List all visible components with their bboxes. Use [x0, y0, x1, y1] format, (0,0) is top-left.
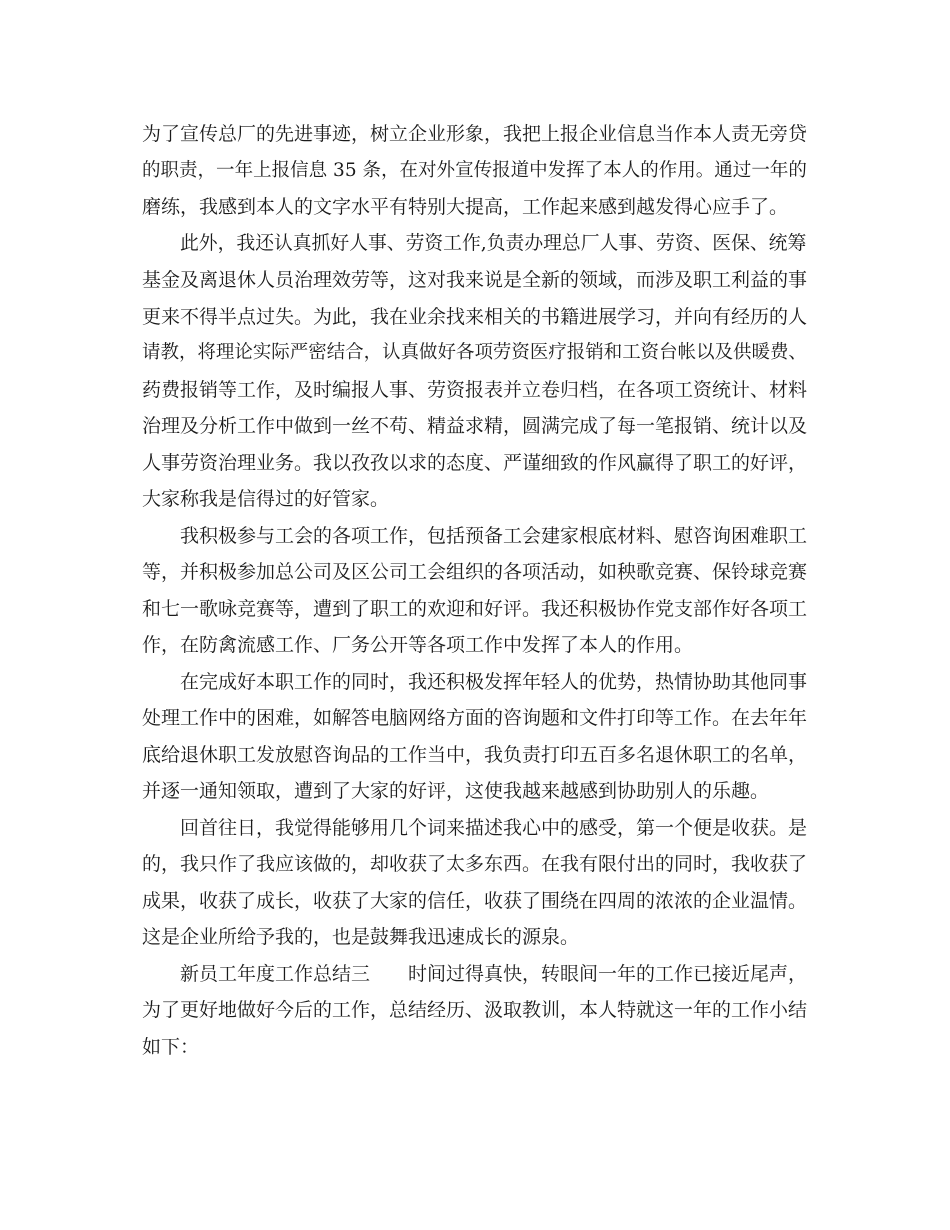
text-line: 大家称我是信得过的好管家。 [142, 488, 390, 510]
text-line: 这是企业所给予我的，也是鼓舞我迅速成长的源泉。 [142, 926, 580, 948]
body-text [142, 116, 807, 1065]
text-line: 更来不得半点过失。为此，我在业余找来相关的书籍进展学习，并向有经历的人 [142, 305, 808, 328]
text-line: 和七一歌咏竞赛等，遭到了职工的欢迎和好评。我还积极协作党支部作好各项工 [142, 597, 808, 620]
paragraph-first-line: 新员工年度工作总结三 时间过得真快，转眼间一年的工作已接近尾声， [180, 962, 808, 985]
text-line: 的，我只作了我应该做的，却收获了太多东西。在我有限付出的同时，我收获了 [142, 853, 808, 875]
text-line: 成果，收获了成长，收获了大家的信任，收获了围绕在四周的浓浓的企业温情。 [142, 889, 808, 912]
paragraph-first-line: 此外，我还认真抓好人事、劳资工作,负责办理总厂人事、劳资、医保、统筹 [180, 232, 807, 254]
text-line: 等，并积极参加总公司及区公司工会组织的各项活动，如秧歌竞赛、保铃球竞赛 [142, 561, 808, 583]
text-line: 如下： [142, 1035, 200, 1058]
paragraph-first-line: 我积极参与工会的各项工作，包括预备工会建家根底材料、慰咨询困难职工 [180, 524, 808, 547]
text-line: 基金及离退休人员治理效劳等，这对我来说是全新的领域，而涉及职工利益的事 [142, 269, 808, 291]
paragraph-first-line: 在完成好本职工作的同时，我还积极发挥年轻人的优势，热情协助其他同事 [180, 670, 808, 693]
text-line: 作，在防禽流感工作、厂务公开等各项工作中发挥了本人的作用。 [142, 634, 694, 656]
text-line: 为了更好地做好今后的工作，总结经历、汲取教训，本人特就这一年的工作小结 [142, 999, 808, 1021]
text-line: 请教，将理论实际严密结合，认真做好各项劳资医疗报销和工资台帐以及供暖费、 [142, 342, 807, 363]
text-line: 为了宣传总厂的先进事迹，树立企业形象，我把上报企业信息当作本人责无旁贷 [142, 123, 808, 145]
text-line: 磨练，我感到本人的文字水平有特别大提高，工作起来感到越发得心应手了。 [142, 196, 789, 218]
text-line: 人事劳资治理业务。我以孜孜以求的态度、严谨细致的作风赢得了职工的好评， [142, 451, 808, 474]
text-line: 药费报销等工作，及时编报人事、劳资报表并立卷归档，在各项工资统计、材料 [142, 378, 808, 401]
text-line: 的职责，一年上报信息 35 条，在对外宣传报道中发挥了本人的作用。通过一年的 [142, 159, 807, 181]
paragraph-first-line: 回首往日，我觉得能够用几个词来描述我心中的感受，第一个便是收获。是 [180, 816, 808, 839]
text-line: 处理工作中的困难，如解答电脑网络方面的咨询题和文件打印等工作。在去年年 [142, 707, 808, 729]
text-line: 治理及分析工作中做到一丝不苟、精益求精，圆满完成了每一笔报销、统计以及 [142, 415, 808, 437]
text-line: 底给退休职工发放慰咨询品的工作当中，我负责打印五百多名退休职工的名单， [142, 743, 808, 766]
text-line: 并逐一通知领取，遭到了大家的好评，这使我越来越感到协助别人的乐趣。 [142, 780, 770, 802]
